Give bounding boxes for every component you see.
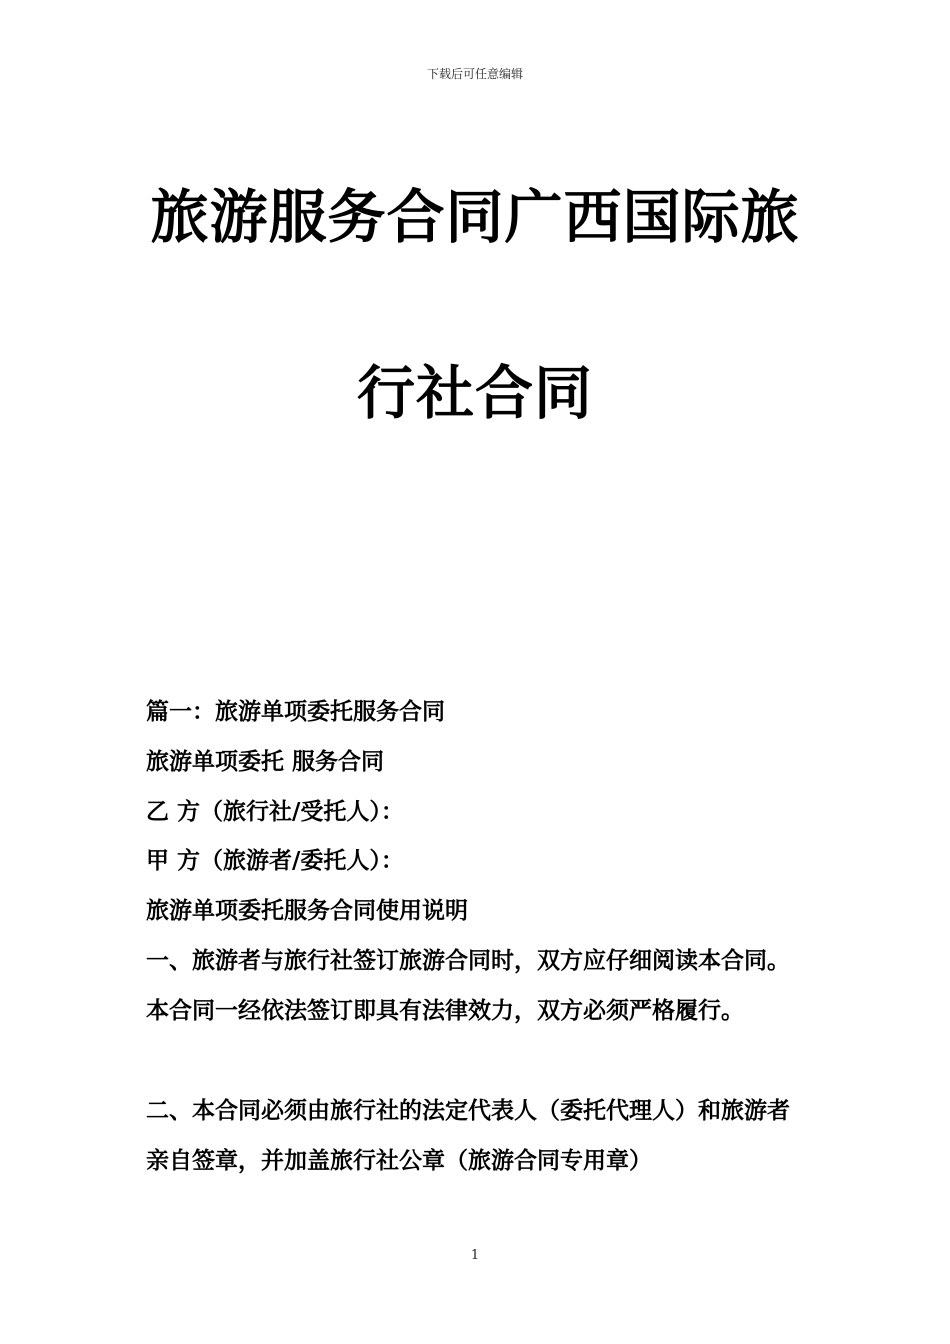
instructions-title: 旅游单项委托服务合同使用说明 <box>146 898 468 924</box>
paragraph-2: 二、本合同必须由旅行社的法定代表人（委托代理人）和旅游者亲自签章，并加盖旅行社公章（旅游合同专用章） <box>146 1098 790 1174</box>
document-title-line-2: 行社合同 <box>356 359 593 427</box>
section-heading: 篇一：旅游单项委托服务合同 <box>146 699 445 725</box>
party-a-line: 甲 方（旅游者/委托人）： <box>146 848 404 874</box>
party-b-line: 乙 方（旅行社/受托人）： <box>146 799 404 825</box>
header-note: 下载后可任意编辑 <box>426 67 523 81</box>
page-number: 1 <box>470 1248 480 1263</box>
contract-subtitle: 旅游单项委托 服务合同 <box>146 749 385 775</box>
document-title-line-1: 旅游服务合同广西国际旅 <box>150 183 800 251</box>
paragraph-1: 一、旅游者与旅行社签订旅游合同时，双方应仔细阅读本合同。本合同一经依法签订即具有法律效力，双方必须严格履行。 <box>146 948 790 1024</box>
